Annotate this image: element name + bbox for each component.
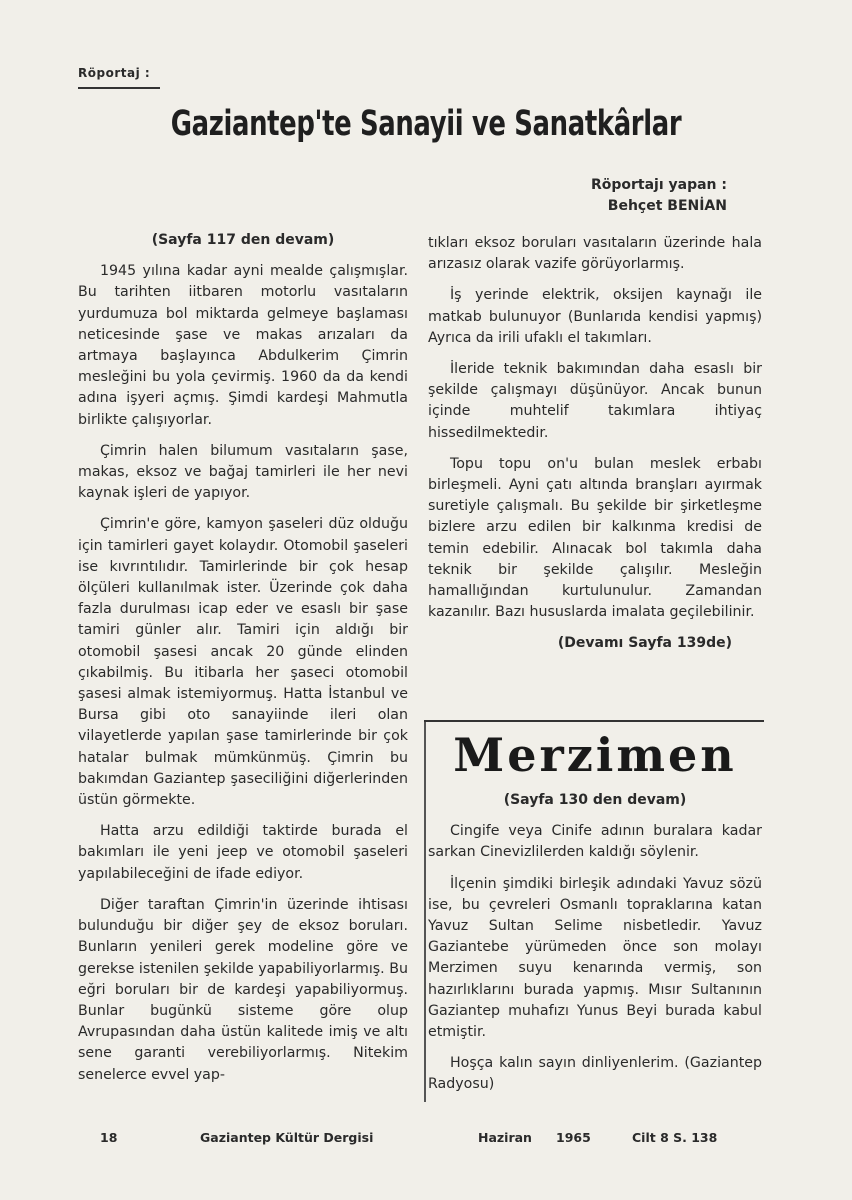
page-number: 18 — [100, 1130, 118, 1145]
paragraph: İleride teknik bakımından daha esaslı bir şekilde çalışmayı düşünüyor. Ancak bunun içinde muhtelif takımlara ihtiyaç hissedilmektedir. — [428, 361, 762, 441]
article-title: Gaziantep'te Sanayii ve Sanatkârlar — [170, 104, 682, 144]
merzimen-column — [428, 790, 762, 1106]
paragraph: 1945 yılına kadar ayni mealde çalışmışlar. Bu tarihten iitbaren motorlu vasıtaların yurdumuza bol miktarda gelmeye başlaması neticesinde şase ve makas arızaları da artmaya başlayınca Abdulkerim Çimrin mesleğini bu yola çevirmiş. 1960 da da kendi adına işyeri açmış. Şimdi kardeşi Mahmutla birlikte çalışıyorlar. — [78, 263, 408, 428]
box-top-rule — [424, 720, 764, 722]
continued-from-merzimen: (Sayfa 130 den devam) — [503, 792, 687, 808]
paragraph: Hoşça kalın sayın dinliyenlerim. (Gaziantep Radyosu) — [428, 1055, 762, 1093]
journal-name: Gaziantep Kültür Dergisi — [200, 1130, 374, 1145]
byline-author: Behçet BENİAN — [607, 198, 727, 214]
byline — [591, 175, 727, 217]
merzimen-heading: Merzimen — [453, 728, 737, 782]
continued-from-left: (Sayfa 117 den devam) — [151, 232, 335, 248]
paragraph: Diğer taraftan Çimrin'in üzerinde ihtisası bulunduğu bir diğer şey de eksoz boruları. Bunların yenileri gerek modeline göre ve gerekse istenilen şekilde yapabiliyorlarmış. Bu eğri boruları bir de kardeşi yapabiliyormuş. Bunlar bugünkü sisteme göre olup Avrupasından daha üstün kalitede imiş ve altı sene garanti verebiliyorlarmış. Nitekim senelerce evvel yap- — [78, 896, 408, 1083]
paragraph: İlçenin şimdiki birleşik adındaki Yavuz sözü ise, bu çevreleri Osmanlı topraklarına katan Yavuz Sultan Selime nisbetledir. Yavuz Gaziantebe yürümeden önce son molayı Merzimen suyu kenarında vermiş, son hazırlıklarını burada yapmış. Mısır Sultanının Gaziantep muhafızı Yunus Beyi burada kabul etmiştir. — [428, 875, 762, 1041]
byline-label: Röportajı yapan : — [590, 177, 727, 193]
right-column — [428, 233, 762, 665]
continued-to: (Devamı Sayfa 139de) — [557, 635, 732, 652]
paragraph: Cingife veya Cinife adının buralara kadar sarkan Cinevizlilerden kaldığı söylenir. — [428, 823, 762, 861]
issue-year: 1965 — [556, 1130, 591, 1145]
paragraph: İş yerinde elektrik, oksijen kaynağı ile matkab bulunuyor (Bunlarıda kendisi yapmış) Ayrıca da irili ufaklı el takımları. — [428, 287, 762, 346]
paragraph: Hatta arzu edildiği taktirde burada el bakımları ile yeni jeep ve otomobil şaseleri yapılabileceğini de ifade ediyor. — [78, 823, 408, 882]
section-label: Röportaj : — [78, 66, 151, 80]
paragraph: Çimrin halen bilumum vasıtaların şase, makas, eksoz ve bağaj tamirleri ile her nevi kaynak işleri de yapıyor. — [78, 442, 408, 502]
paragraph: Topu topu on'u bulan meslek erbabı birleşmeli. Ayni çatı altında branşları ayırmak suretiyle çalışmalı. Bu şekilde bir şirketleşme bizlere arzu edilen bir kalkınma kredisi de temin edebilir. Alınacak bol takımla daha teknik bir şekilde çalışılır. Mesleğin hamallığından kurtulunulur. Zamandan kazanılır. Bazı hususlarda imalata geçilebilinir. — [428, 455, 762, 621]
issue-month: Haziran — [478, 1130, 532, 1145]
paragraph: Çimrin'e göre, kamyon şaseleri düz olduğu için tamirleri gayet kolaydır. Otomobil şaseleri ise kıvrıntılıdır. Tamirlerinde bir çok hesap ölçüleri kullanılmak ister. Üzerinde çok daha fazla durulması icap eder ve esaslı bir şase tamiri günler alır. Tamiri için aldığı bir otomobil şasesi ancak 20 günde elinden çıkabilmiş. Bu itibarla her şaseci otomobil şasesi almak istemiyormuş. Hatta İstanbul ve Bursa gibi oto sanayiinde ileri olan vilayetlerde yapılan şase tamirlerinde bir çok hatalar bulmak mümkünmüş. Çimrin bu bakımdan Gaziantep şaseciliğini diğerlerinden üstün görmekte. — [78, 516, 408, 809]
section-rule — [78, 87, 160, 89]
issue-volume: Cilt 8 S. 138 — [632, 1130, 718, 1145]
paragraph: tıkları eksoz boruları vasıtaların üzerinde hala arızasız olarak vazife görüyorlarmış. — [428, 235, 762, 273]
left-column — [78, 230, 408, 1096]
